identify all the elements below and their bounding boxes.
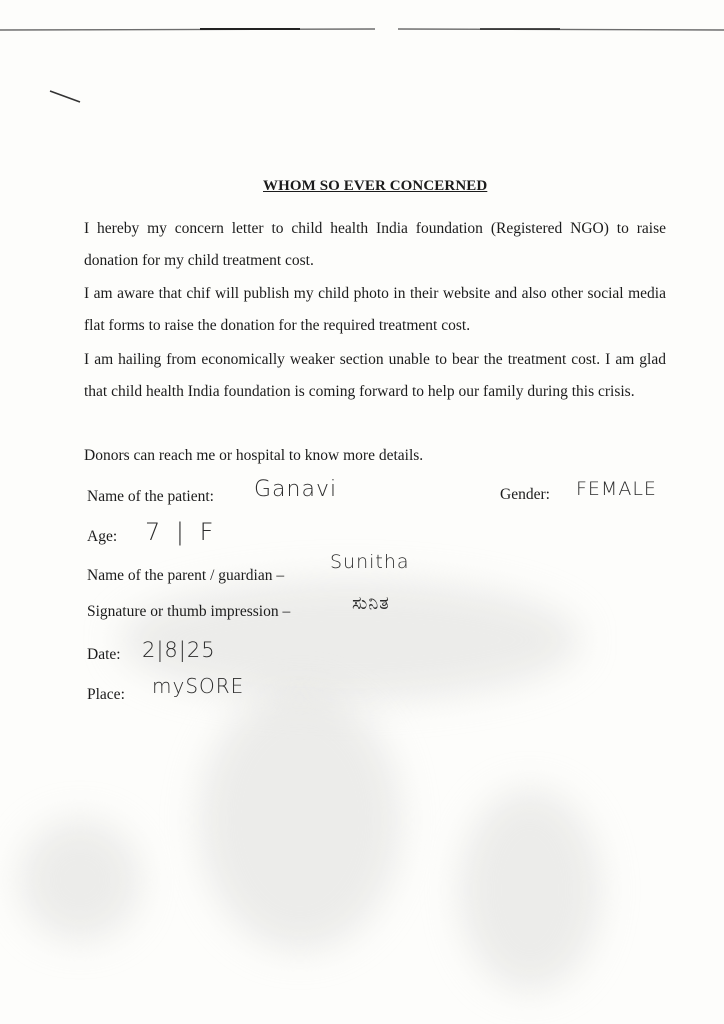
place-value: mySORE (152, 674, 245, 698)
bleed-through-shadow (460, 790, 600, 990)
signature-label: Signature or thumb impression – (87, 603, 291, 620)
scan-edge-lines (0, 0, 724, 34)
parent-name-label: Name of the parent / guardian – (87, 567, 285, 584)
patient-name-label: Name of the patient: (87, 488, 214, 505)
paragraph-4: Donors can reach me or hospital to know more details. (84, 447, 424, 464)
age-label: Age: (87, 528, 118, 545)
patient-name-value: Ganavi (254, 477, 338, 502)
bleed-through-shadow (20, 820, 140, 940)
bleed-through-shadow (200, 690, 400, 950)
paragraph-3: I am hailing from economically weaker section unable to bear the treatment cost. I am glad that child health India foundation is coming forward to help our family during this crisis. (84, 351, 666, 400)
paragraph-2: I am aware that chif will publish my child photo in their website and also other social media flat forms to raise the donation for the required treatment cost. (84, 285, 666, 334)
date-value: 2|8|25 (142, 638, 216, 662)
stray-pen-mark (48, 88, 88, 108)
date-label: Date: (87, 646, 121, 663)
paragraph-1: I hereby my concern letter to child health India foundation (Registered NGO) to raise donation for my child treatment cost. (84, 220, 666, 269)
gender-value: FEMALE (576, 478, 657, 500)
gender-label: Gender: (500, 486, 550, 503)
signature-value: ಸುನಿತ (352, 593, 390, 614)
age-value: 7 | F (145, 518, 218, 546)
document-heading: WHOM SO EVER CONCERNED (263, 178, 488, 194)
parent-name-value: Sunitha (330, 551, 410, 573)
place-label: Place: (87, 686, 125, 703)
